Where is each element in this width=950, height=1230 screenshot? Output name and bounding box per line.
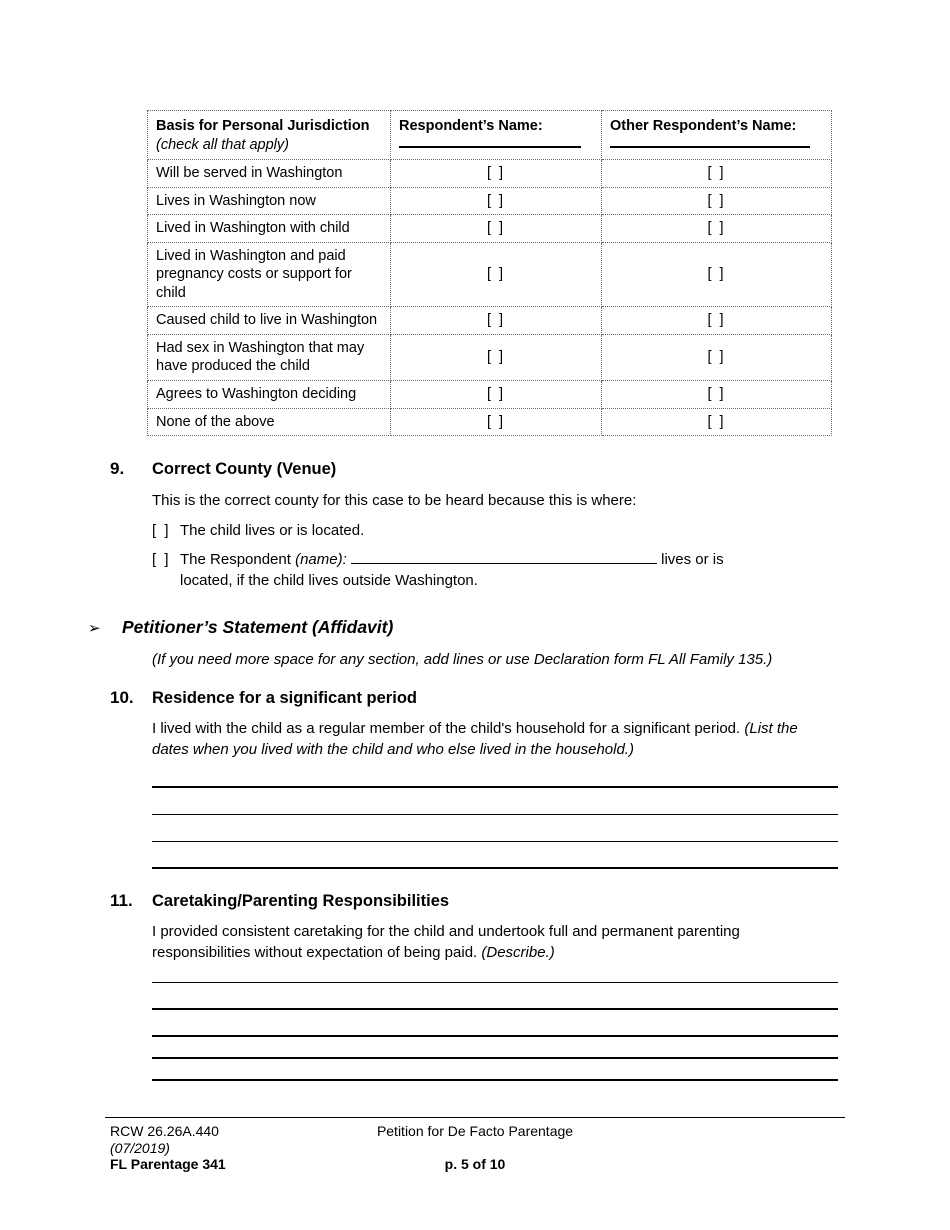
table-header-row [148,111,832,160]
table-row [148,242,832,307]
basis-label: None of the above [148,408,391,436]
footer-form-number: FL Parentage 341 [110,1156,226,1172]
section-11-number: 11. [110,891,133,911]
other-respondent-header-cell [602,111,832,160]
basis-label: Had sex in Washington that may have produced the child [148,334,391,380]
other-respondent-checkbox[interactable]: [ ] [602,381,832,409]
arrow-bullet-icon: ➢ [88,620,101,638]
other-respondent-checkbox[interactable]: [ ] [602,242,832,307]
table-row [148,160,832,188]
basis-header-title: Basis for Personal Jurisdiction [156,118,370,134]
more-space-note: (If you need more space for any section, add lines or use Declaration form FL All Family 135.) [152,651,773,669]
write-line[interactable] [152,983,838,1010]
table-row [148,334,832,380]
footer-date: (07/2019) [110,1139,170,1156]
venue-option-1-label: The child lives or is located. [180,522,365,540]
section-11-statement: I provided consistent caretaking for the child and undertook full and permanent parenting responsibilities without expectation of being paid. [152,923,740,962]
write-line[interactable] [152,788,838,815]
venue-option-2-text: The Respondent [180,551,291,569]
other-respondent-checkbox[interactable]: [ ] [602,187,832,215]
basis-label: Caused child to live in Washington [148,307,391,335]
table-row [148,187,832,215]
page-footer [105,1117,845,1173]
venue-intro: This is the correct county for this case to be heard because this is where: [152,492,637,510]
venue-option-child-lives [152,520,838,541]
section-11-instruction: (Describe.) [481,944,555,962]
venue-option-2-line1 [180,549,838,570]
petitioners-statement-heading [88,617,838,638]
basis-header-subtitle: (check all that apply) [156,136,289,153]
jurisdiction-table [147,110,832,436]
footer-row-3 [105,1156,845,1173]
table-row [148,215,832,243]
section-9-heading [110,459,838,479]
write-line[interactable] [152,1037,838,1059]
section-11-heading [110,891,838,911]
basis-label: Will be served in Washington [148,160,391,188]
venue-option-respondent-lives [152,549,838,591]
table-row [148,381,832,409]
other-respondent-header-label: Other Respondent’s Name: [610,118,797,134]
footer-form-title: Petition for De Facto Parentage [376,1123,574,1139]
write-line[interactable] [152,963,838,983]
other-respondent-name-blank[interactable] [610,146,810,148]
checkbox[interactable]: [ ] [152,551,171,569]
respondent-checkbox[interactable]: [ ] [391,307,602,335]
section-11-title: Caretaking/Parenting Responsibilities [152,892,450,911]
respondent-checkbox[interactable]: [ ] [391,215,602,243]
section-10-statement: I lived with the child as a regular member of the child's household for a significant period. [152,720,741,738]
basis-label: Lived in Washington with child [148,215,391,243]
write-line[interactable] [152,1010,838,1037]
basis-label: Agrees to Washington deciding [148,381,391,409]
footer-rcw: RCW 26.26A.440 [110,1123,219,1139]
other-respondent-checkbox[interactable]: [ ] [602,160,832,188]
table-row [148,307,832,335]
venue-option-2-line2: located, if the child lives outside Washington. [180,572,478,590]
section-9-number: 9. [110,459,125,479]
section-9-title: Correct County (Venue) [152,460,337,479]
respondent-checkbox[interactable]: [ ] [391,334,602,380]
section-10-instruction: (List the dates when you lived with the child and who else lived in the household.) [152,720,798,759]
section-10-answer-lines [152,760,838,869]
other-respondent-checkbox[interactable]: [ ] [602,334,832,380]
respondent-checkbox[interactable]: [ ] [391,381,602,409]
section-11-body [152,921,838,963]
write-line[interactable] [152,815,838,842]
basis-label: Lived in Washington and paid pregnancy costs or support for child [148,242,391,307]
petitioners-statement-title: Petitioner’s Statement (Affidavit) [122,617,394,638]
write-line[interactable] [152,760,838,788]
footer-page-number: p. 5 of 10 [444,1156,506,1172]
section-10-number: 10. [110,688,134,708]
respondent-checkbox[interactable]: [ ] [391,408,602,436]
section-11-answer-lines [152,963,838,1081]
respondent-checkbox[interactable]: [ ] [391,187,602,215]
table-row [148,408,832,436]
respondent-header-label: Respondent’s Name: [399,118,543,134]
footer-row-1 [105,1123,845,1140]
other-respondent-checkbox[interactable]: [ ] [602,408,832,436]
footer-row-2 [105,1140,845,1157]
section-10-title: Residence for a significant period [152,689,417,708]
basis-header-cell [148,111,391,160]
venue-option-2-suffix: lives or is [661,551,724,569]
section-10-heading [110,688,838,708]
respondent-checkbox[interactable]: [ ] [391,160,602,188]
write-line[interactable] [152,842,838,869]
respondent-header-cell [391,111,602,160]
respondent-name-blank[interactable] [399,146,581,148]
respondent-name-field[interactable] [351,551,657,564]
venue-option-2-label [180,549,838,591]
other-respondent-checkbox[interactable]: [ ] [602,215,832,243]
respondent-checkbox[interactable]: [ ] [391,242,602,307]
section-10-body [152,718,838,760]
checkbox[interactable]: [ ] [152,522,171,540]
basis-label: Lives in Washington now [148,187,391,215]
other-respondent-checkbox[interactable]: [ ] [602,307,832,335]
venue-name-label: (name): [295,551,347,569]
write-line[interactable] [152,1059,838,1081]
